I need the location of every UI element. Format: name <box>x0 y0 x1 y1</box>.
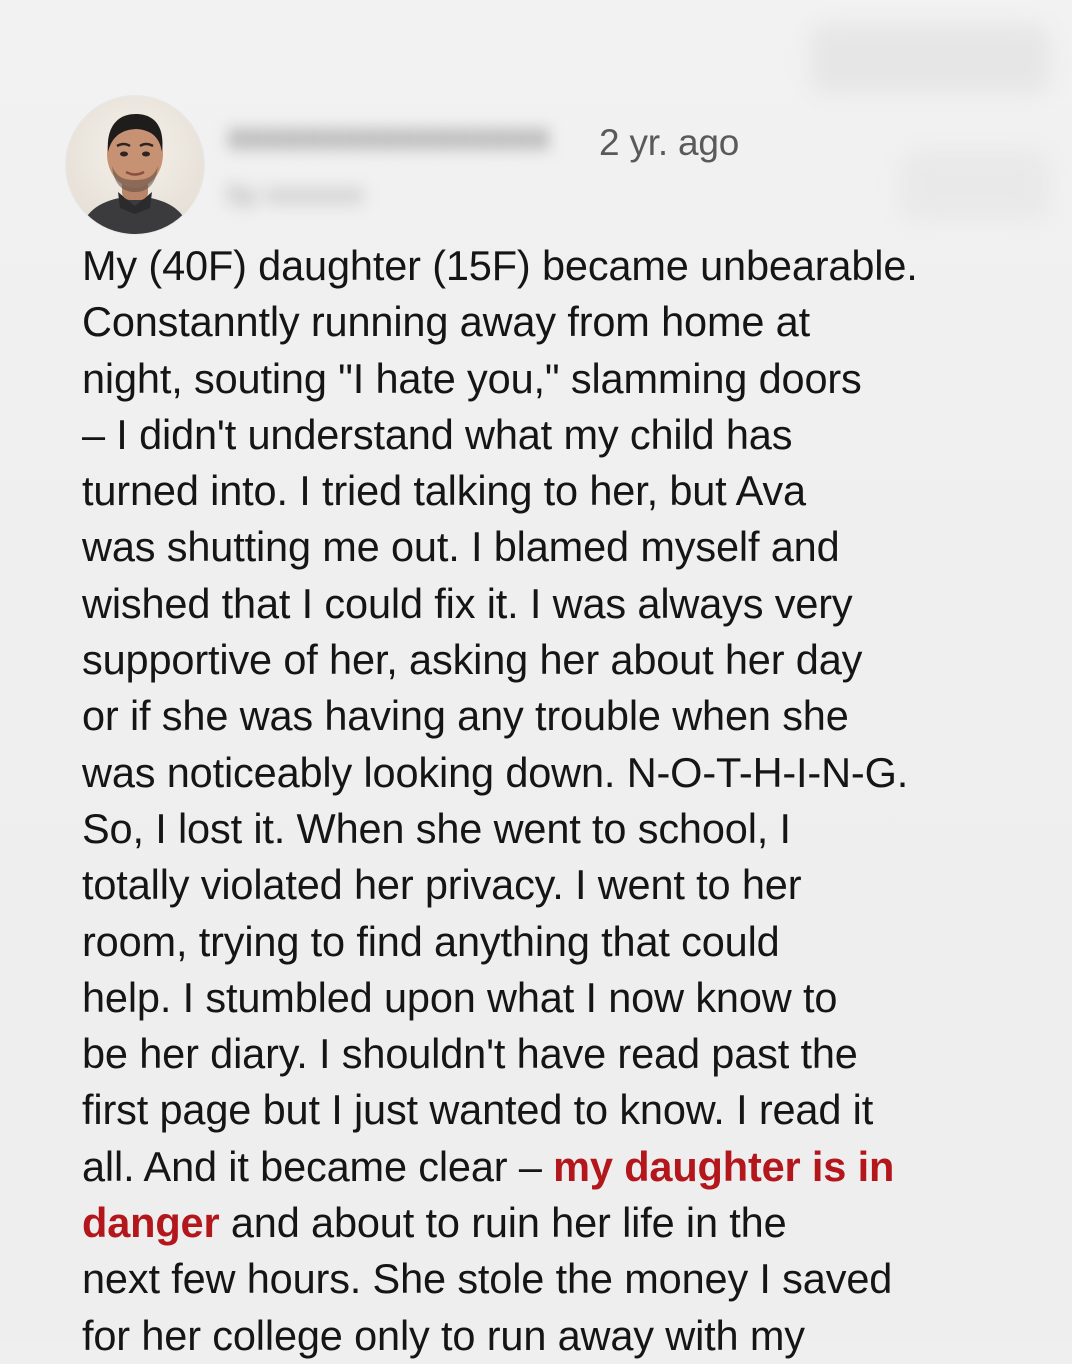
post-body-text: help. I stumbled upon what I now know to <box>82 973 838 1021</box>
post-body-text: for her college only to run away with my <box>82 1311 805 1359</box>
post-body-text: room, trying to find anything that could <box>82 917 780 965</box>
blurred-background-element <box>810 24 1050 94</box>
user-avatar-photo-icon <box>66 96 204 234</box>
post-body-highlight: my daughter is in <box>553 1142 895 1190</box>
blurred-background-element <box>900 150 1050 220</box>
post-body-line <box>82 1195 1032 1251</box>
post-body-line <box>82 238 1032 294</box>
post-body-text: supportive of her, asking her about her day <box>82 636 863 684</box>
post-body-line <box>82 351 1032 407</box>
post-body-line <box>82 688 1032 744</box>
post-body-line <box>82 1026 1032 1082</box>
post-body-line <box>82 632 1032 688</box>
post-body <box>82 238 1032 1364</box>
post-body-line <box>82 801 1032 857</box>
avatar[interactable] <box>66 96 204 234</box>
username-blurred[interactable] <box>228 118 588 166</box>
post-body-line <box>82 519 1032 575</box>
post-body-text: be her diary. I shouldn't have read past the <box>82 1030 858 1078</box>
post-body-text: totally violated her privacy. I went to her <box>82 861 802 909</box>
post-body-line <box>82 970 1032 1026</box>
username-text: xxxxxxxxxxxxxxxxx <box>228 118 550 156</box>
post-body-line <box>82 1139 1032 1195</box>
post-body-text: – I didn't understand what my child has <box>82 410 793 458</box>
post-body-line <box>82 1082 1032 1138</box>
post-body-line <box>82 463 1032 519</box>
post-timestamp: 2 yr. ago <box>599 122 740 163</box>
post-body-line <box>82 745 1032 801</box>
post-body-text: Constanntly running away from home at <box>82 298 810 346</box>
post-body-line <box>82 1308 1032 1364</box>
post-body-text: was shutting me out. I blamed myself and <box>82 523 840 571</box>
post-body-text: all. And it became clear – <box>82 1142 554 1190</box>
post-body-text: first page but I just wanted to know. I read it <box>82 1086 874 1134</box>
post-body-line <box>82 914 1032 970</box>
post-body-highlight: danger <box>82 1199 220 1247</box>
author-subline-blurred <box>228 178 438 216</box>
post-body-text: So, I lost it. When she went to school, I <box>82 804 791 852</box>
post-body-line <box>82 407 1032 463</box>
post-body-line <box>82 857 1032 913</box>
subline-text: by xxxxxxx <box>228 178 364 209</box>
post-body-text: next few hours. She stole the money I saved <box>82 1255 893 1303</box>
post-body-line <box>82 294 1032 350</box>
post-body-text: and about to ruin her life in the <box>219 1199 787 1247</box>
post-body-line <box>82 1251 1032 1307</box>
post-body-line <box>82 576 1032 632</box>
post-body-text: wished that I could fix it. I was always very <box>82 579 853 627</box>
post-body-text: night, souting "I hate you," slamming doors <box>82 354 862 402</box>
post-body-text: My (40F) daughter (15F) became unbearable. <box>82 242 918 289</box>
post-body-text: turned into. I tried talking to her, but Ava <box>82 467 806 515</box>
post-body-text: or if she was having any trouble when she <box>82 692 849 740</box>
post-body-text: was noticeably looking down. N-O-T-H-I-N-G. <box>82 748 909 796</box>
